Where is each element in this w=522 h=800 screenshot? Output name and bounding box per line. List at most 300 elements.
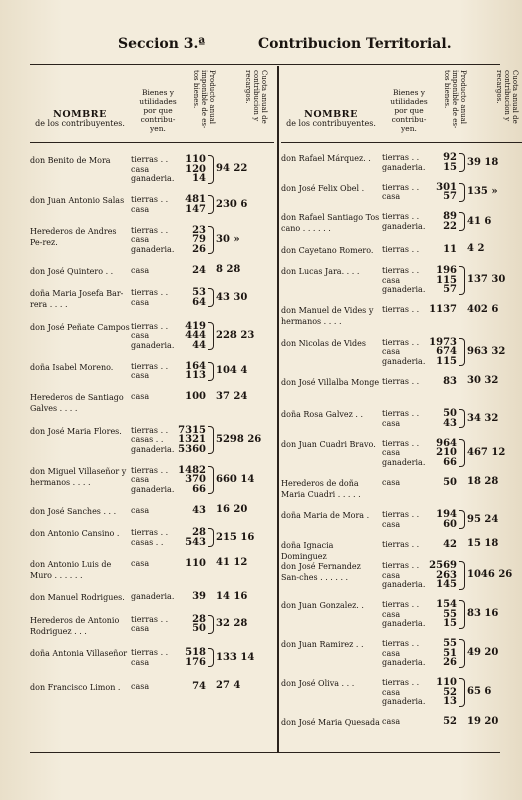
producto-value: 42 xyxy=(443,538,457,550)
brace-mark xyxy=(459,266,465,295)
cuota-value: 14 16 xyxy=(216,590,248,602)
bienes-type: ganaderia. xyxy=(131,244,175,254)
bienes-type: tierras . . xyxy=(382,266,420,275)
cuota-value: 8 28 xyxy=(216,264,241,276)
contributor-name: Herederos de Andres Pe-rez. xyxy=(30,226,117,247)
bienes-type: ganaderia. xyxy=(382,619,426,628)
contributor-entry xyxy=(281,717,522,728)
producto-list xyxy=(176,195,206,214)
bienes-type: tierras . . xyxy=(382,153,420,162)
bienes-type: casa xyxy=(131,297,150,307)
producto-list xyxy=(427,245,457,255)
bienes-type: tierras . . xyxy=(382,409,420,418)
producto-value: 674 xyxy=(436,346,457,357)
bienes-type: casas . . xyxy=(131,435,164,444)
cuota-value: 83 16 xyxy=(467,608,499,620)
contributor-entry xyxy=(281,409,522,428)
producto-list xyxy=(176,322,206,351)
bienes-type: casa xyxy=(382,648,401,658)
bienes-type: ganaderia. xyxy=(382,457,426,467)
cuota-value: 37 24 xyxy=(216,390,248,402)
bienes-type: ganaderia. xyxy=(131,592,175,601)
bienes-type: tierras . . xyxy=(382,305,420,314)
producto-value: 28 xyxy=(192,613,206,625)
contributor-name: don José Oliva . . . xyxy=(281,679,355,688)
cuota-value: 65 6 xyxy=(467,686,492,698)
producto-value: 52 xyxy=(443,716,457,727)
left-column xyxy=(30,68,274,692)
contributor-name: don Miguel Villaseñor y hermanos . . . . xyxy=(30,466,127,487)
cuota-header: Cuota anual de contribucion y recargos. xyxy=(495,70,519,124)
cuota-value: 41 6 xyxy=(467,215,492,227)
producto-list xyxy=(427,717,457,727)
producto-value: 543 xyxy=(185,536,206,548)
contributor-name: don Juan Antonio Salas xyxy=(30,196,125,205)
cuota-value: 104 4 xyxy=(216,365,248,376)
bienes-type: tierras . . xyxy=(382,678,420,687)
producto-list xyxy=(176,226,206,255)
cuota-value: 15 18 xyxy=(467,538,499,550)
brace-mark xyxy=(459,561,465,590)
producto-value: 43 xyxy=(192,504,206,516)
producto-value: 23 xyxy=(192,224,206,236)
bienes-type: casa xyxy=(382,570,401,580)
producto-value: 11 xyxy=(443,243,457,255)
producto-value: 26 xyxy=(443,657,457,668)
contributor-entry xyxy=(30,615,274,637)
bienes-type: casa xyxy=(131,204,150,214)
bienes-type: tierras . . xyxy=(382,182,420,192)
brace-mark xyxy=(459,510,465,529)
bienes-type: tierras . . xyxy=(382,244,420,254)
bienes-type: casa xyxy=(131,235,150,244)
producto-value: 147 xyxy=(185,203,206,215)
producto-list xyxy=(427,212,457,231)
contributor-entry xyxy=(30,506,274,517)
contributor-name: Herederos de doña Maria Cuadri . . . . . xyxy=(281,478,361,499)
cuota-value: 660 14 xyxy=(216,473,255,485)
cuota-value: 43 30 xyxy=(216,291,248,303)
producto-list xyxy=(176,266,206,276)
bienes-type: ganaderia. xyxy=(131,444,175,454)
bienes-type: ganaderia. xyxy=(382,162,426,172)
bienes-type: tierras . . xyxy=(382,376,420,386)
bienes-type: ganaderia. xyxy=(382,221,426,231)
producto-value: 26 xyxy=(192,243,206,255)
producto-value: 50 xyxy=(443,408,457,419)
producto-value: 39 xyxy=(192,591,206,602)
brace-mark xyxy=(208,155,214,184)
contributor-entry xyxy=(281,538,522,561)
brace-mark xyxy=(208,528,214,547)
contributor-entry xyxy=(281,510,522,529)
brace-mark xyxy=(208,648,214,667)
cuota-value: 228 23 xyxy=(216,329,255,341)
contributor-name: don José Maria Quesada xyxy=(281,718,380,727)
contributor-entry xyxy=(281,600,522,629)
producto-value: 15 xyxy=(443,161,457,173)
cuota-value: 5298 26 xyxy=(216,433,262,445)
producto-list xyxy=(427,439,457,468)
contributor-name: don José Peñate Campos xyxy=(30,322,130,332)
bienes-type: casa xyxy=(131,475,150,484)
bienes-type: tierras . . xyxy=(131,361,169,371)
contributor-entry xyxy=(30,362,274,381)
producto-list xyxy=(427,678,457,707)
contributor-name: don Lucas Jara. . . . xyxy=(281,267,360,276)
producto-value: 13 xyxy=(443,696,457,707)
producto-value: 145 xyxy=(436,579,457,590)
contributor-name: don José Villalba Monge xyxy=(281,377,380,387)
producto-value: 83 xyxy=(443,375,457,387)
bienes-type: casa xyxy=(131,624,150,633)
producto-value: 60 xyxy=(443,518,457,530)
bienes-type: casa xyxy=(131,265,150,275)
contributor-entry xyxy=(281,305,522,327)
contributor-name: don Nicolas de Vides xyxy=(281,338,367,348)
producto-value: 964 xyxy=(436,437,457,449)
page-title: Contribucion Territorial. xyxy=(258,36,452,52)
bienes-type: casa xyxy=(131,164,150,174)
producto-value: 51 xyxy=(443,647,457,659)
bienes-header: Bienes y utilidades por que contribu-yen. xyxy=(139,88,177,133)
contributor-name: don Cayetano Romero. xyxy=(281,245,374,255)
bienes-type: casa xyxy=(131,657,150,667)
producto-value: 1321 xyxy=(178,434,206,445)
producto-value: 110 xyxy=(436,677,457,688)
cuota-value: 4 2 xyxy=(467,243,485,255)
producto-value: 15 xyxy=(443,618,457,629)
contributor-entry xyxy=(30,266,274,277)
producto-value: 55 xyxy=(443,608,457,620)
bienes-type: ganaderia. xyxy=(382,580,426,589)
producto-value: 57 xyxy=(443,284,457,295)
contributor-name: doña Isabel Moreno. xyxy=(30,362,114,372)
producto-list xyxy=(427,540,457,550)
contributor-entry xyxy=(30,528,274,547)
cuota-value: 230 6 xyxy=(216,198,248,210)
producto-value: 110 xyxy=(185,557,206,569)
bienes-type: ganaderia. xyxy=(382,658,426,667)
contributor-name: Herederos de Antonio Rodriguez . . . xyxy=(30,615,120,636)
contributor-entry xyxy=(30,592,274,603)
cuota-value: 32 28 xyxy=(216,618,248,629)
contributor-entry xyxy=(281,338,522,367)
contributor-entry xyxy=(30,682,274,693)
contributor-name: don Antonio Luis de Muro . . . . . . xyxy=(30,559,112,580)
producto-value: 419 xyxy=(185,320,206,332)
cuota-value: 133 14 xyxy=(216,651,255,663)
producto-list xyxy=(427,409,457,428)
producto-list xyxy=(427,510,457,529)
bienes-type: casa xyxy=(131,505,150,515)
brace-mark xyxy=(459,212,465,231)
bienes-type: tierras . . xyxy=(382,337,420,347)
contributor-entry xyxy=(281,266,522,295)
producto-value: 1137 xyxy=(429,304,457,315)
producto-value: 1482 xyxy=(178,464,206,476)
contributor-name: don Benito de Mora xyxy=(30,156,111,165)
contributor-name: don José Maria Flores. xyxy=(30,426,122,436)
contributor-entry xyxy=(281,478,522,500)
bienes-type: casa xyxy=(131,558,150,568)
producto-list xyxy=(176,288,206,307)
bienes-type: tierras . . xyxy=(131,465,169,475)
producto-list xyxy=(176,506,206,516)
producto-value: 14 xyxy=(192,173,206,184)
cuota-header: Cuota anual de contribucion y recargos. xyxy=(244,70,268,124)
bienes-type: casa xyxy=(382,519,401,529)
producto-value: 100 xyxy=(185,391,206,402)
bienes-type: casa xyxy=(382,192,401,201)
brace-mark xyxy=(208,466,214,495)
producto-value: 55 xyxy=(443,638,457,649)
bienes-type: casa xyxy=(382,418,401,428)
bienes-type: casa xyxy=(382,347,401,356)
producto-value: 1973 xyxy=(429,336,457,348)
bienes-type: tierras . . xyxy=(131,225,169,235)
bienes-type: casa xyxy=(131,331,150,340)
bienes-type: casa xyxy=(382,477,401,487)
bienes-type: tierras . . xyxy=(382,561,420,570)
bienes-type: tierras . . xyxy=(131,648,169,657)
producto-value: 196 xyxy=(436,265,457,276)
producto-value: 194 xyxy=(436,509,457,520)
contributor-entry xyxy=(281,153,522,172)
bienes-type: tierras . . xyxy=(131,288,169,297)
producto-value: 28 xyxy=(192,527,206,538)
bienes-type: tierras . . xyxy=(131,321,169,331)
producto-list xyxy=(176,559,206,569)
brace-mark xyxy=(208,615,214,634)
producto-list xyxy=(176,392,206,402)
cuota-value: 19 20 xyxy=(467,715,499,727)
producto-value: 52 xyxy=(443,686,457,698)
producto-value: 79 xyxy=(192,234,206,245)
producto-value: 5360 xyxy=(178,443,206,455)
contributor-name: don Juan Cuadri Bravo. xyxy=(281,439,376,449)
contributor-name: don Rafael Santiago Tos cano . . . . . . xyxy=(281,213,380,233)
producto-value: 110 xyxy=(185,154,206,165)
cuota-value: 135 » xyxy=(467,186,498,197)
brace-mark xyxy=(208,226,214,255)
contributor-name: doña Rosa Galvez . . xyxy=(281,410,364,419)
brace-mark xyxy=(459,338,465,367)
producto-value: 120 xyxy=(185,163,206,175)
producto-value: 22 xyxy=(443,220,457,232)
producto-list xyxy=(427,266,457,295)
producto-list xyxy=(176,155,206,184)
producto-value: 176 xyxy=(185,656,206,668)
producto-value: 89 xyxy=(443,211,457,222)
producto-value: 50 xyxy=(443,476,457,488)
producto-list xyxy=(176,528,206,547)
right-column-header xyxy=(281,68,522,143)
bienes-type: casa xyxy=(382,717,401,726)
contributor-name: doña Maria de Mora . xyxy=(281,511,370,520)
brace-mark xyxy=(459,409,465,428)
contributor-name: don Antonio Cansino . xyxy=(30,529,120,538)
contributor-entry xyxy=(281,639,522,668)
contributor-entry xyxy=(281,377,522,399)
bienes-type: tierras . . xyxy=(382,212,420,221)
producto-list xyxy=(427,478,457,488)
bienes-type: casas . . xyxy=(131,537,164,547)
contributor-entry xyxy=(281,439,522,468)
contributor-entry xyxy=(281,561,522,590)
right-column xyxy=(281,68,522,727)
producto-value: 50 xyxy=(192,623,206,634)
contributor-name: doña Antonia Villaseñor xyxy=(30,649,128,658)
cuota-value: 963 32 xyxy=(467,345,506,357)
producto-value: 57 xyxy=(443,191,457,202)
producto-value: 24 xyxy=(192,264,206,276)
contributor-name: doña Maria Josefa Bar-rera . . . . xyxy=(30,289,124,309)
bienes-type: tierras . . xyxy=(131,425,169,435)
contributor-name: doña Ignacia Dominguez xyxy=(281,540,334,561)
producto-list xyxy=(427,561,457,590)
bienes-type: tierras . . xyxy=(131,614,169,624)
producto-list xyxy=(176,648,206,667)
bienes-type: ganaderia. xyxy=(131,340,175,350)
bienes-type: tierras . . xyxy=(382,438,420,448)
cuota-value: 402 6 xyxy=(467,303,499,315)
name-header: NOMBRE de los contribuyentes. xyxy=(286,109,376,128)
producto-value: 53 xyxy=(192,287,206,298)
bienes-header: Bienes y utilidades por que contribu-yen. xyxy=(390,88,428,133)
contributor-entry xyxy=(281,183,522,202)
producto-list xyxy=(427,153,457,172)
contributor-entry xyxy=(30,226,274,255)
brace-mark xyxy=(459,439,465,468)
producto-value: 74 xyxy=(192,680,206,692)
contributor-entry xyxy=(30,648,274,670)
cuota-value: 1046 26 xyxy=(467,569,513,581)
bienes-type: ganaderia. xyxy=(382,697,426,706)
producto-value: 115 xyxy=(436,355,457,367)
producto-value: 43 xyxy=(443,417,457,429)
bienes-type: tierras . . xyxy=(382,600,420,609)
producto-value: 113 xyxy=(185,370,206,381)
brace-mark xyxy=(459,183,465,202)
producto-value: 64 xyxy=(192,296,206,308)
brace-mark xyxy=(208,322,214,351)
contributor-name: don Rafael Márquez. . xyxy=(281,154,371,163)
contributor-entry xyxy=(30,466,274,495)
bienes-type: casa xyxy=(382,609,401,619)
contributor-entry xyxy=(281,678,522,707)
producto-value: 263 xyxy=(436,569,457,581)
contributor-name: don José Quintero . . xyxy=(30,266,114,276)
producto-list xyxy=(427,338,457,367)
contributor-name: don José Fernandez San-ches . . . . . . xyxy=(281,562,361,582)
contributor-entry xyxy=(30,392,274,414)
producto-value: 2569 xyxy=(429,560,457,571)
cuota-value: 34 32 xyxy=(467,412,499,424)
brace-mark xyxy=(208,195,214,214)
producto-header: Producto anual imponible de es-tos bienes. xyxy=(443,70,467,129)
bienes-type: casa xyxy=(131,371,150,380)
producto-value: 44 xyxy=(192,339,206,351)
producto-value: 7315 xyxy=(178,424,206,436)
bienes-type: ganaderia. xyxy=(131,174,175,183)
bienes-type: tierras . . xyxy=(131,528,169,537)
cuota-value: 137 30 xyxy=(467,274,506,286)
contributor-entry xyxy=(30,155,274,184)
producto-value: 92 xyxy=(443,152,457,163)
cuota-value: 16 20 xyxy=(216,504,248,516)
producto-value: 518 xyxy=(185,647,206,658)
bottom-rule xyxy=(30,752,500,753)
bienes-type: casa xyxy=(382,275,401,285)
bienes-type: casa xyxy=(382,687,401,697)
producto-value: 66 xyxy=(192,483,206,495)
producto-header: Producto anual imponible de es-tos bienes. xyxy=(192,70,216,129)
contributor-name: don Manuel de Vides y hermanos . . . . xyxy=(281,306,374,326)
bienes-type: ganaderia. xyxy=(382,285,426,294)
cuota-value: 215 16 xyxy=(216,531,255,543)
producto-list xyxy=(176,426,206,455)
bienes-type: tierras . . xyxy=(382,510,420,519)
brace-mark xyxy=(208,362,214,381)
contributor-name: Herederos de Santiago Galves . . . . xyxy=(30,393,124,413)
contributor-name: don Manuel Rodrigues. xyxy=(30,593,125,602)
cuota-value: 49 20 xyxy=(467,647,499,659)
producto-value: 154 xyxy=(436,599,457,610)
brace-mark xyxy=(459,600,465,629)
contributor-name: don Francisco Limon . xyxy=(30,682,121,692)
contributor-name: don Juan Ramirez . . xyxy=(281,640,364,649)
contributor-entry xyxy=(30,322,274,351)
cuota-value: 30 » xyxy=(216,233,240,245)
bienes-type: tierras . . xyxy=(131,195,169,204)
cuota-value: 30 32 xyxy=(467,375,499,387)
contributor-name: don José Felix Obel . xyxy=(281,183,365,193)
cuota-value: 18 28 xyxy=(467,476,499,488)
contributor-name: don Juan Gonzalez. . xyxy=(281,601,364,610)
bienes-type: tierras . . xyxy=(382,639,420,648)
section-label: Seccion 3.ª xyxy=(118,36,206,52)
contributor-name: don José Sanches . . . xyxy=(30,506,117,516)
producto-value: 481 xyxy=(185,194,206,205)
producto-value: 301 xyxy=(436,181,457,193)
column-divider xyxy=(277,66,279,752)
bienes-type: tierras . . xyxy=(382,539,420,549)
producto-list xyxy=(427,183,457,202)
top-rule xyxy=(30,64,500,65)
producto-value: 444 xyxy=(185,330,206,341)
producto-value: 370 xyxy=(185,474,206,485)
bienes-type: casa xyxy=(131,681,150,691)
bienes-type: tierras . . xyxy=(131,155,169,164)
cuota-value: 94 22 xyxy=(216,163,248,175)
producto-value: 66 xyxy=(443,456,457,468)
left-column-header xyxy=(30,68,274,143)
cuota-value: 27 4 xyxy=(216,680,241,692)
cuota-value: 95 24 xyxy=(467,513,499,525)
bienes-type: ganaderia. xyxy=(382,356,426,366)
contributor-entry xyxy=(30,195,274,214)
brace-mark xyxy=(208,288,214,307)
contributor-entry xyxy=(281,212,522,234)
producto-list xyxy=(176,362,206,381)
bienes-type: ganaderia. xyxy=(131,484,175,494)
brace-mark xyxy=(459,639,465,668)
contributor-entry xyxy=(281,245,522,256)
producto-list xyxy=(176,682,206,692)
bienes-type: casa xyxy=(382,448,401,457)
producto-list xyxy=(176,466,206,495)
